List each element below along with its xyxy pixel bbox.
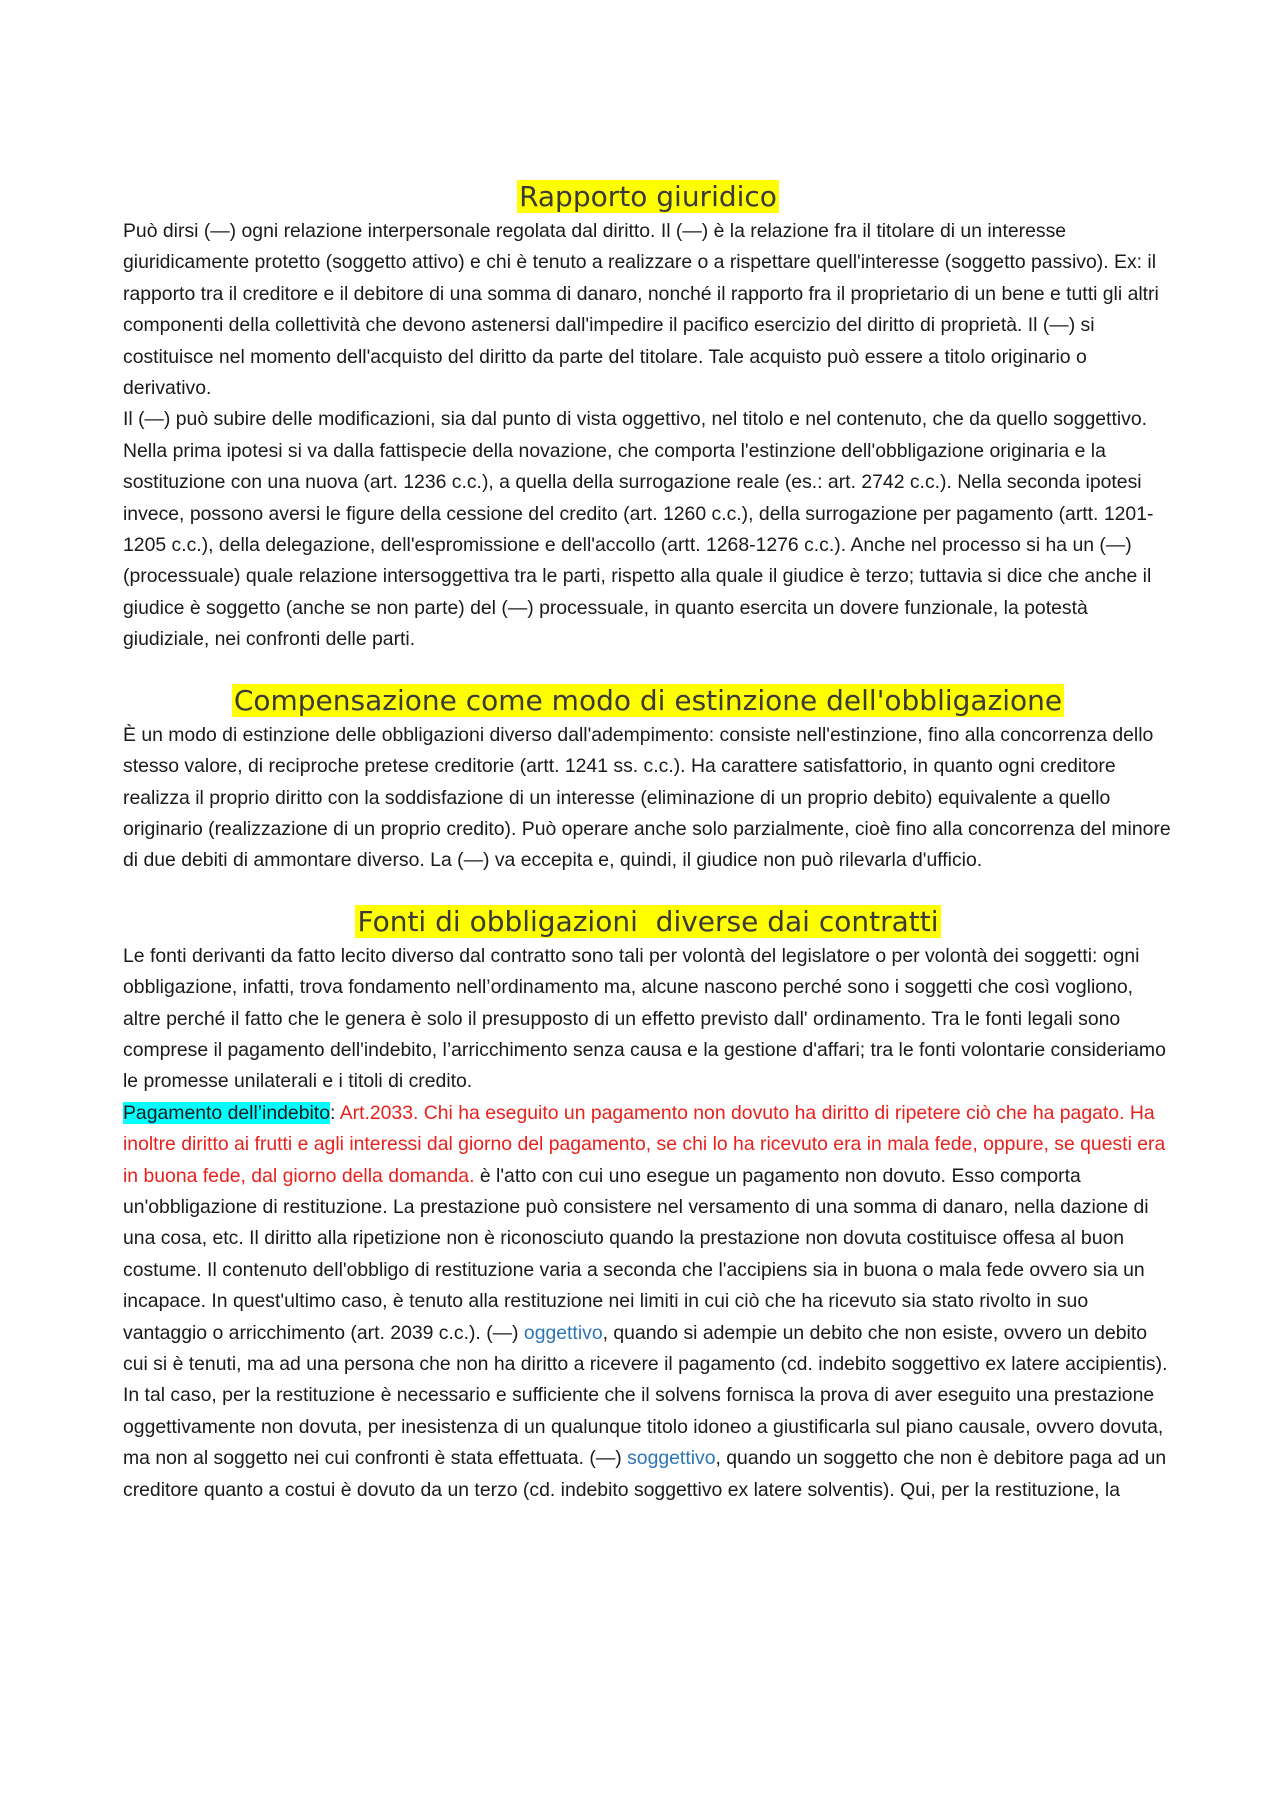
section-title-rapporto: Rapporto giuridico [519, 180, 777, 213]
highlighted-term: Pagamento dell’indebito [123, 1101, 330, 1124]
term-oggettivo: oggettivo [523, 1321, 603, 1344]
paragraph: È un modo di estinzione delle obbligazioni diverso dall'adempimento: consiste nell'estinzione, fino alla concorrenza dello stesso valore, di reciproche pretese creditorie (artt. 1241 ss. c.c.). Ha carattere satisfattorio, in quanto ogni creditore realizza il proprio diritto con la soddisfazione di un interesse (eliminazione di un proprio debito) equivalente a quello originario (realizzazione di un proprio credito). Può operare anche solo parzialmente, cioè fino alla concorrenza del minore di due debiti di ammontare diverso. La (—) va eccepita e, quindi, il giudice non può rilevarla d'ufficio. [123, 723, 1171, 872]
paragraph: Può dirsi (—) ogni relazione interpersonale regolata dal diritto. Il (—) è la relazione fra il titolare di un interesse giuridicamente protetto (soggetto attivo) e chi è tenuto a realizzare o a rispettare quell'interesse (soggetto passivo). Ex: il rapporto tra il creditore e il debitore di una somma di danaro, nonché il rapporto fra il proprietario di un bene e tutti gli altri componenti della collettività che devono astenersi dall'impedire il pacifico esercizio del diritto di proprietà. Il (—) si costituisce nel momento dell'acquisto del diritto da parte del titolare. Tale acquisto può essere a titolo originario o derivativo. [123, 220, 1159, 400]
paragraph-indebito: Pagamento dell’indebito: Art.2033. Chi ha eseguito un pagamento non dovuto ha diritto di ripetere ciò che ha pagato. Ha inoltre diritto ai frutti e agli interessi dal giorno del pagamento, se chi lo ha ricevuto era in mala fede, oppure, se questi era in buona fede, dal giorno della domanda. è l'atto con cui uno esegue un pagamento non dovuto. Esso comporta un'obbligazione di restituzione. La prestazione può consistere nel versamento di una somma di danaro, nella dazione di una cosa, etc. Il diritto alla ripetizione non è riconosciuto quando la prestazione non dovuta costituisce offesa al buon costume. Il contenuto dell'obbligo di restituzione varia a seconda che l'accipiens sia in buona o mala fede ovvero sia un incapace. In quest'ultimo caso, è tenuto alla restituzione nei limiti in cui ciò che ha ricevuto sia stato rivolto in suo vantaggio o arricchimento (art. 2039 c.c.). (—) oggettivo, quando si adempie un debito che non esiste, ovvero un debito cui si è tenuti, ma ad una persona che non ha diritto a ricevere il pagamento (cd. indebito soggettivo ex latere accipientis). In tal caso, per la restituzione è necessario e sufficiente che il solvens fornisca la prova di aver eseguito una prestazione oggettivamente non dovuta, per inesistenza di un qualunque titolo idoneo a giustificarla sul piano causale, ovvero dovuta, ma non al soggetto nei cui confronti è stata effettuata. (—) soggettivo, quando un soggetto che non è debitore paga ad un creditore quanto a costui è dovuto da un terzo (cd. indebito soggettivo ex latere solventis). Qui, per la restituzione, la [123, 1101, 1168, 1501]
section-title-compensazione: Compensazione come modo di estinzione dell'obbligazione [233, 683, 1063, 717]
document-page [123, 178, 1173, 1506]
term-soggettivo: soggettivo [627, 1447, 716, 1470]
section-title-fonti: Fonti di obbligazioni diverse dai contratti [357, 904, 939, 938]
article-quote: Art.2033. Chi ha eseguito un pagamento non dovuto ha diritto di ripetere ciò che ha pagato. Ha inoltre diritto ai frutti e agli interessi dal giorno del pagamento, se chi lo ha ricevuto era in mala fede, oppure, se questi era in buona fede, dal giorno della domanda. [123, 1101, 1166, 1187]
paragraph: Le fonti derivanti da fatto lecito diverso dal contratto sono tali per volontà del legislatore o per volontà dei soggetti: ogni obbligazione, infatti, trova fondamento nell’ordinamento ma, alcune nascono perché sono i soggetti che così vogliono, altre perché il fatto che le genera è solo il presupposto di un effetto previsto dall' ordinamento. Tra le fonti legali sono comprese il pagamento dell'indebito, l’arricchimento senza causa e la gestione d'affari; tra le fonti volontarie consideriamo le promesse unilaterali e i titoli di credito. [123, 944, 1166, 1093]
paragraph: Il (—) può subire delle modificazioni, sia dal punto di vista oggettivo, nel titolo e nel contenuto, che da quello soggettivo. Nella prima ipotesi si va dalla fattispecie della novazione, che comporta l'estinzione dell'obbligazione originaria e la sostituzione con una nuova (art. 1236 c.c.), a quella della surrogazione reale (es.: art. 2742 c.c.). Nella seconda ipotesi invece, possono aversi le figure della cessione del credito (art. 1260 c.c.), della surrogazione per pagamento (artt. 1201-1205 c.c.), della delegazione, dell'espromissione e dell'accollo (artt. 1268-1276 c.c.). Anche nel processo si ha un (—) (processuale) quale relazione intersoggettiva tra le parti, rispetto alla quale il giudice è terzo; tuttavia si dice che anche il giudice è soggetto (anche se non parte) del (—) processuale, in quanto esercita un dovere funzionale, la potestà giudiziale, nei confronti delle parti. [123, 408, 1154, 651]
